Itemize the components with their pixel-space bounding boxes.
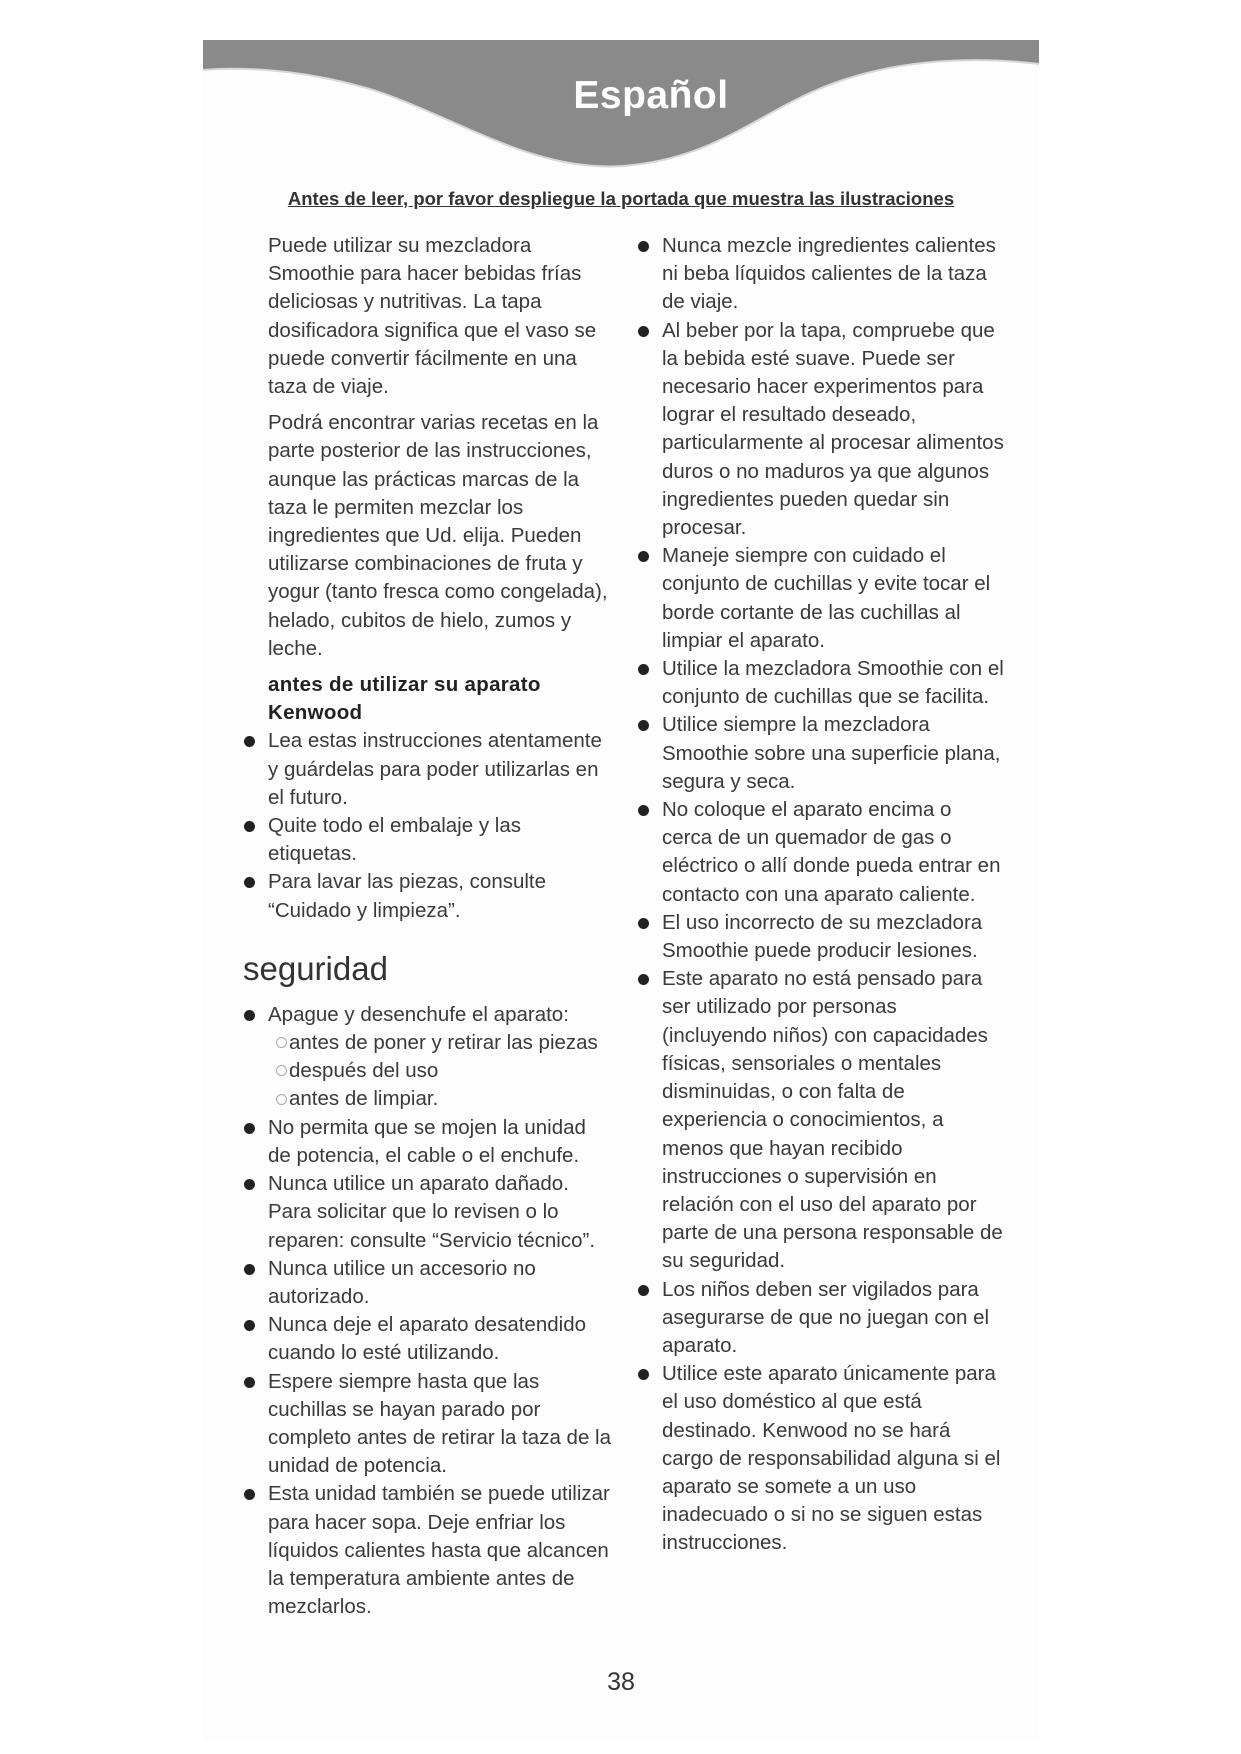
bullet-icon bbox=[244, 1010, 255, 1021]
safety-list bbox=[268, 1001, 613, 1621]
circle-bullet-icon bbox=[276, 1037, 287, 1048]
list-item: Esta unidad también se puede utilizar para hacer sopa. Deje enfriar los líquidos calientes hasta que alcancen la temperatura ambiente antes de mezclarlos. bbox=[268, 1480, 613, 1621]
list-item: Utilice siempre la mezcladora Smoothie sobre una superficie plana, segura y seca. bbox=[662, 711, 1007, 796]
list-item: Quite todo el embalaje y las etiquetas. bbox=[268, 812, 613, 868]
list-item: No permita que se mojen la unidad de potencia, el cable o el enchufe. bbox=[268, 1114, 613, 1170]
list-item: Lea estas instrucciones atentamente y guárdelas para poder utilizarlas en el futuro. bbox=[268, 727, 613, 812]
sub-list-item: antes de limpiar. bbox=[268, 1085, 613, 1113]
circle-bullet-icon bbox=[276, 1065, 287, 1076]
bullet-icon bbox=[244, 821, 255, 832]
list-item: Maneje siempre con cuidado el conjunto de cuchillas y evite tocar el borde cortante de las cuchillas al limpiar el aparato. bbox=[662, 542, 1007, 655]
intro-paragraph-1: Puede utilizar su mezcladora Smoothie para hacer bebidas frías deliciosas y nutritivas. La tapa dosificadora significa que el vaso se puede convertir fácilmente en una taza de viaje. bbox=[268, 234, 597, 399]
instructions-note: Antes de leer, por favor despliegue la portada que muestra las ilustraciones bbox=[287, 188, 955, 209]
header-banner bbox=[203, 40, 1039, 180]
bullet-icon bbox=[244, 1123, 255, 1134]
list-item: El uso incorrecto de su mezcladora Smoothie puede producir lesiones. bbox=[662, 909, 1007, 965]
list-item: No coloque el aparato encima o cerca de un quemador de gas o eléctrico o allí donde pueda entrar en contacto con una aparato caliente. bbox=[662, 796, 1007, 909]
right-column bbox=[662, 232, 1007, 1558]
bullet-icon bbox=[638, 918, 649, 929]
bullet-icon bbox=[638, 241, 649, 252]
list-item: Los niños deben ser vigilados para asegurarse de que no juegan con el aparato. bbox=[662, 1276, 1007, 1361]
left-column bbox=[243, 232, 613, 1621]
list-item: Para lavar las piezas, consulte “Cuidado y limpieza”. bbox=[268, 868, 613, 924]
safety-section-title: seguridad bbox=[243, 949, 388, 987]
circle-bullet-icon bbox=[276, 1094, 287, 1105]
list-item: Utilice este aparato únicamente para el uso doméstico al que está destinado. Kenwood no se hará cargo de responsabilidad alguna si el aparato se somete a un uso inadecuado o si no se siguen estas instrucciones. bbox=[662, 1360, 1007, 1557]
list-item: Apague y desenchufe el aparato: antes de poner y retirar las piezas después del uso antes de limpiar. bbox=[268, 1001, 613, 1114]
bullet-icon bbox=[244, 1264, 255, 1275]
list-item: Espere siempre hasta que las cuchillas se hayan parado por completo antes de retirar la taza de la unidad de potencia. bbox=[268, 1368, 613, 1481]
list-item: Utilice la mezcladora Smoothie con el conjunto de cuchillas que se facilita. bbox=[662, 655, 1007, 711]
list-item: Nunca mezcle ingredientes calientes ni beba líquidos calientes de la taza de viaje. bbox=[662, 232, 1007, 317]
sub-list-item: después del uso bbox=[268, 1057, 613, 1085]
bullet-icon bbox=[244, 1377, 255, 1388]
list-item: Este aparato no está pensado para ser utilizado por personas (incluyendo niños) con capacidades físicas, sensoriales o mentales disminuidas, o con falta de experiencia o conocimientos, a menos que hayan recibido instrucciones o supervisión en relación con el uso del aparato por parte de una persona responsable de su seguridad. bbox=[662, 965, 1007, 1275]
before-use-list bbox=[268, 727, 613, 924]
list-item: Nunca utilice un aparato dañado. Para solicitar que lo revisen o lo reparen: consulte “Servicio técnico”. bbox=[268, 1170, 613, 1255]
before-use-heading: antes de utilizar su aparato Kenwood bbox=[268, 673, 541, 725]
list-item: Al beber por la tapa, compruebe que la bebida esté suave. Puede ser necesario hacer experimentos para lograr el resultado deseado, particularmente al procesar alimentos duros o no maduros ya que algunos ingredientes pueden quedar sin procesar. bbox=[662, 317, 1007, 543]
bullet-icon bbox=[638, 664, 649, 675]
bullet-icon bbox=[638, 1285, 649, 1296]
list-item: Nunca deje el aparato desatendido cuando lo esté utilizando. bbox=[268, 1311, 613, 1367]
sub-list-item: antes de poner y retirar las piezas bbox=[268, 1029, 613, 1057]
language-title: Español bbox=[573, 74, 729, 117]
page-number: 38 bbox=[607, 1668, 635, 1696]
bullet-icon bbox=[638, 326, 649, 337]
bullet-icon bbox=[638, 805, 649, 816]
intro-paragraph-2: Podrá encontrar varias recetas en la parte posterior de las instrucciones, aunque las prácticas marcas de la taza le permiten mezclar los ingredientes que Ud. elija. Pueden utilizarse combinaciones de fruta y yogur (tanto fresca como congelada), helado, cubitos de hielo, zumos y leche. bbox=[268, 411, 608, 660]
list-item: Nunca utilice un accesorio no autorizado. bbox=[268, 1255, 613, 1311]
safety-list-continued bbox=[662, 232, 1007, 1558]
